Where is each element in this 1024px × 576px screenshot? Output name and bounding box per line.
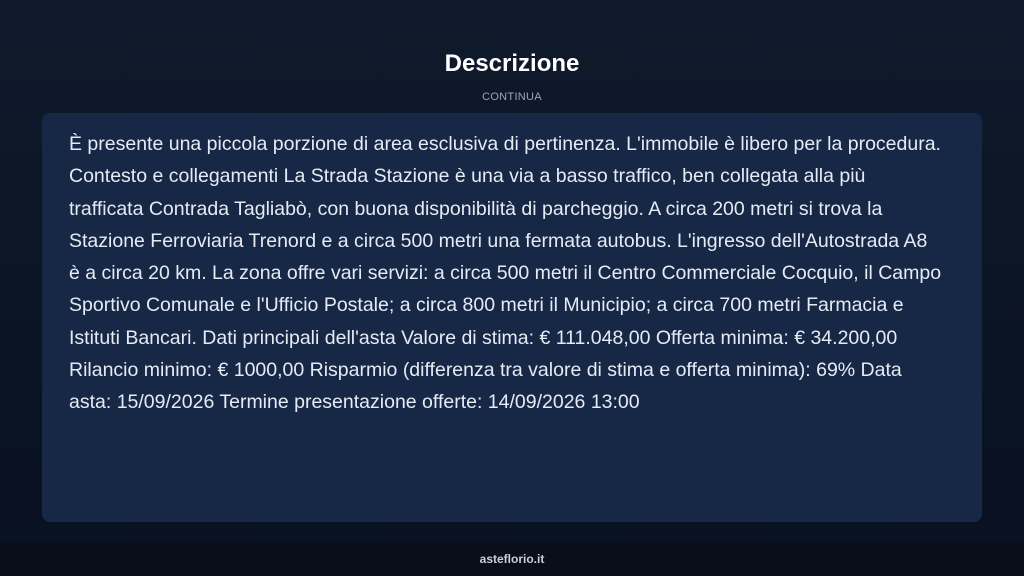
- description-text: È presente una piccola porzione di area esclusiva di pertinenza. L'immobile è libero per la procedura. Contesto e collegamenti La Strada Stazione è una via a basso traffico, ben collegata alla più trafficata Contrada Tagliabò, con buona disponibilità di parcheggio. A circa 200 metri si trova la Stazione Ferroviaria Trenord e a circa 500 metri una fermata autobus. L'ingresso dell'Autostrada A8 è a circa 20 km. La zona offre vari servizi: a circa 500 metri il Centro Commerciale Cocquio, il Campo Sportivo Comunale e l'Ufficio Postale; a circa 800 metri il Municipio; a circa 700 metri Farmacia e Istituti Bancari. Dati principali dell'asta Valore di stima: € 111.048,00 Offerta minima: € 34.200,00 Rilancio minimo: € 1000,00 Risparmio (differenza tra valore di stima e offerta minima): 69% Data asta: 15/09/2026 Termine presentazione offerte: 14/09/2026 13:00: [69, 133, 942, 414]
- description-card: [42, 113, 982, 522]
- site-name: asteflorio.it: [479, 552, 545, 566]
- footer-bar: [0, 543, 1024, 576]
- continue-label: CONTINUA: [482, 91, 542, 103]
- page-title: Descrizione: [444, 50, 580, 77]
